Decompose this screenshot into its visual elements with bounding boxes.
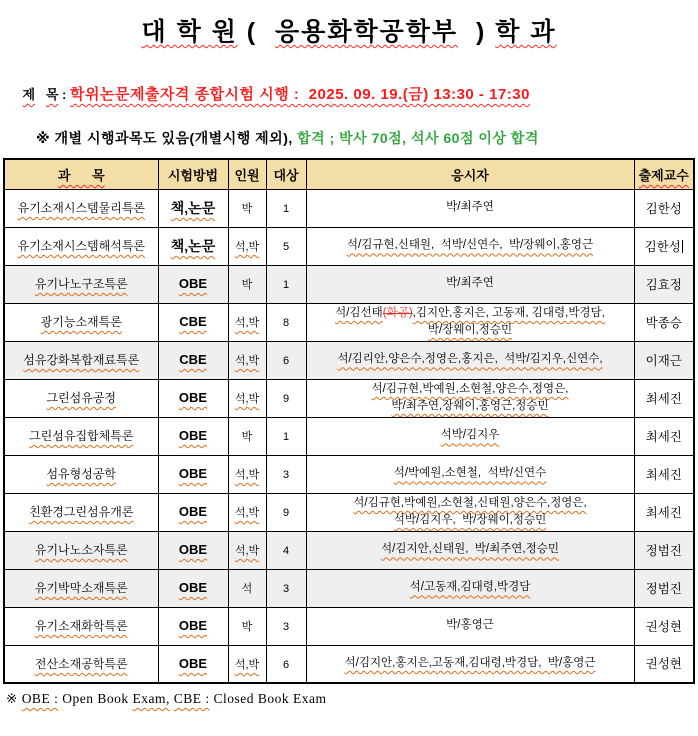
method-cell [158, 607, 228, 645]
course-cell [4, 379, 158, 417]
applicant-names: 박/홍영근 [446, 619, 494, 632]
exam-method: OBE [178, 466, 208, 481]
column-header-5 [634, 159, 694, 189]
course-name: 그린섬유공정 [46, 391, 117, 405]
target-count: 9 [282, 393, 290, 405]
target-cell [266, 379, 306, 417]
course-name: 그린섬유집합체특론 [29, 429, 134, 443]
count-cell [228, 189, 266, 227]
applicants-line [310, 305, 631, 322]
column-header-3 [266, 159, 306, 189]
table-row [4, 531, 694, 569]
column-header-label: 응시자 [451, 167, 489, 183]
method-cell [158, 569, 228, 607]
applicants-line [310, 199, 631, 216]
applicant-names: 석/김지안,홍지은,고동재,김대령,박경담, 박/홍영근 [344, 657, 596, 670]
applicants-line [310, 381, 631, 398]
target-cell [266, 607, 306, 645]
method-cell [158, 531, 228, 569]
table-row [4, 265, 694, 303]
applicants-line [310, 275, 631, 292]
applicants-line [310, 541, 631, 558]
exam-method: OBE [178, 580, 208, 595]
applicants-cell [306, 455, 634, 493]
applicant-names: 석/김규현,신태원, 석박/신연수, 박/장웨이,홍영근 [346, 239, 594, 252]
applicants-cell [306, 189, 634, 227]
professor-cell [634, 303, 694, 341]
exam-table [3, 158, 695, 684]
professor-cell [634, 493, 694, 531]
subject-label [22, 87, 70, 102]
degree-level: 석,박 [234, 241, 260, 253]
count-cell [228, 607, 266, 645]
applicants-line [310, 495, 631, 512]
applicants-cell [306, 607, 634, 645]
count-cell [228, 531, 266, 569]
course-name: 친환경그린섬유개론 [29, 505, 134, 519]
target-count: 3 [282, 583, 290, 595]
applicants-cell [306, 417, 634, 455]
applicants-cell [306, 265, 634, 303]
applicant-names: 석/김지안,신태원, 박/최주연,정승민 [381, 543, 559, 556]
target-cell [266, 265, 306, 303]
exam-method: OBE [178, 276, 208, 291]
text-segment: OBE : [21, 691, 59, 706]
count-cell [228, 227, 266, 265]
course-name: 전산소재공학특론 [34, 656, 128, 671]
applicants-line [310, 465, 631, 482]
course-cell [4, 493, 158, 531]
text-segment: Exam, [132, 691, 170, 706]
note-line [36, 128, 698, 148]
text-cursor [682, 240, 683, 253]
table-row [4, 227, 694, 265]
degree-level: 석,박 [234, 355, 260, 367]
method-cell [158, 303, 228, 341]
applicant-names: 석/김규현,박예원,소현철,신태원,양은수,정영은, [353, 496, 587, 509]
exam-method: OBE [178, 655, 208, 671]
applicants-line [310, 237, 631, 254]
professor-name: 최세진 [645, 391, 682, 406]
applicant-names: 석박/김지우 [440, 429, 500, 442]
applicant-names: 석박/김지우, 박/장웨이,정승민 [393, 514, 547, 526]
professor-name: 이재근 [645, 353, 682, 368]
text-segment [35, 87, 46, 102]
column-header-label: 시험방법 [167, 167, 219, 183]
text-segment: : [58, 87, 70, 102]
degree-level: 박 [241, 621, 253, 633]
exam-table-body [4, 189, 694, 683]
text-segment: ( [237, 18, 276, 46]
applicant-names: 박/최주연,장웨이,홍영근,정승민 [391, 400, 549, 412]
dept-tag-struck: (화공) [382, 306, 413, 319]
exam-method: CBE [179, 352, 207, 367]
exam-method: OBE [178, 504, 208, 519]
target-count: 1 [282, 279, 290, 291]
applicants-cell [306, 531, 634, 569]
text-segment: 대 학 원 [141, 18, 238, 46]
degree-level: 석 [241, 583, 253, 595]
method-cell [158, 417, 228, 455]
applicant-names: 석/김리안,양은수,정영은,홍지은, 석박/김지우,신연수, [337, 353, 603, 366]
course-cell [4, 227, 158, 265]
applicants-cell [306, 493, 634, 531]
applicants-cell [306, 569, 634, 607]
exam-table-header [4, 159, 694, 189]
course-name: 섬유형성공학 [46, 467, 117, 481]
target-cell [266, 645, 306, 683]
professor-cell [634, 227, 694, 265]
exam-method: OBE [178, 390, 208, 405]
applicant-names: 석/박예원,소현철, 석박/신연수 [393, 467, 547, 480]
professor-name: 권성현 [645, 657, 682, 672]
text-segment: CBE : [173, 691, 210, 706]
method-cell [158, 455, 228, 493]
count-cell [228, 645, 266, 683]
course-cell [4, 607, 158, 645]
text-segment: ※ [6, 691, 22, 706]
course-cell [4, 645, 158, 683]
exam-method: 책,논문 [170, 200, 216, 216]
professor-cell [634, 417, 694, 455]
professor-name: 최세진 [645, 429, 682, 444]
target-count: 3 [282, 469, 290, 481]
subject-text: 학위논문제출자격 종합시험 시행 : 2025. 09. 19.(금) 13:30 - 17:30 [69, 86, 530, 103]
table-row [4, 645, 694, 683]
applicant-names: 박/장웨이,정승민 [427, 324, 513, 336]
text-segment: Open Book [58, 691, 133, 706]
professor-name: 정범진 [645, 543, 682, 558]
target-count: 1 [282, 431, 290, 443]
course-cell [4, 531, 158, 569]
target-count: 9 [282, 507, 290, 519]
professor-name: 김한성 [644, 239, 681, 254]
table-row [4, 417, 694, 455]
table-row [4, 303, 694, 341]
applicants-line [310, 655, 631, 672]
applicants-cell [306, 341, 634, 379]
text-segment: 목 [45, 87, 59, 102]
applicant-names: 박/최주연 [446, 201, 494, 214]
table-row [4, 379, 694, 417]
course-cell [4, 417, 158, 455]
applicants-cell [306, 303, 634, 341]
degree-level: 박 [241, 431, 253, 443]
column-header-4 [306, 159, 634, 189]
exam-method: OBE [178, 542, 208, 557]
course-cell [4, 569, 158, 607]
column-header-label: 인원 [234, 167, 260, 183]
target-count: 8 [282, 317, 290, 329]
course-cell [4, 303, 158, 341]
method-cell [158, 493, 228, 531]
table-row [4, 607, 694, 645]
page-title [0, 12, 698, 48]
target-count: 3 [282, 621, 290, 633]
count-cell [228, 303, 266, 341]
professor-name: 최세진 [645, 505, 682, 520]
count-cell [228, 379, 266, 417]
footnote [6, 691, 698, 707]
course-name: 유기소재화학특론 [34, 619, 128, 633]
professor-cell [634, 379, 694, 417]
course-name: 유기소재시스템물리특론 [17, 201, 145, 215]
professor-cell [634, 645, 694, 683]
target-cell [266, 417, 306, 455]
course-name: 유기나노구조특론 [34, 277, 128, 291]
text-segment: 응용화학공학부 [275, 18, 459, 46]
table-row [4, 493, 694, 531]
applicant-names: 석/김규현,박예원,소현철,양은수,정영은, [371, 382, 569, 395]
subject-line [8, 68, 698, 119]
professor-name: 권성현 [645, 619, 682, 634]
professor-cell [634, 531, 694, 569]
text-segment: Closed Book Exam [209, 691, 327, 706]
note-black-text: ※ 개별 시행과목도 있음(개별시행 제외), [36, 130, 298, 146]
count-cell [228, 569, 266, 607]
target-cell [266, 569, 306, 607]
applicants-line [310, 512, 631, 529]
exam-method: CBE [179, 314, 207, 329]
applicants-line [310, 351, 631, 368]
table-row [4, 455, 694, 493]
degree-level: 석,박 [234, 507, 260, 519]
applicants-line [310, 579, 631, 596]
degree-level: 석,박 [234, 393, 260, 405]
column-header-label: 과 목 [57, 167, 105, 183]
professor-cell [634, 569, 694, 607]
target-cell [266, 531, 306, 569]
target-cell [266, 227, 306, 265]
applicant-names: 석/고동재,김대령,박경담 [409, 581, 531, 594]
applicants-cell [306, 227, 634, 265]
target-count: 6 [282, 355, 290, 367]
target-cell [266, 493, 306, 531]
degree-level: 석,박 [234, 317, 260, 329]
applicants-cell [306, 645, 634, 683]
exam-method: OBE [178, 618, 208, 633]
degree-level: 석,박 [234, 658, 260, 671]
method-cell [158, 189, 228, 227]
professor-name: 김효정 [645, 277, 682, 292]
course-name: 광기능소재특론 [40, 315, 122, 329]
column-header-0 [4, 159, 158, 189]
count-cell [228, 455, 266, 493]
text-segment: 학 과 [495, 18, 557, 46]
professor-name: 최세진 [645, 467, 682, 482]
method-cell [158, 341, 228, 379]
table-row [4, 189, 694, 227]
course-cell [4, 189, 158, 227]
text-segment: 제 [22, 87, 36, 102]
note-green-text: 합격 ; 박사 70점, 석사 60점 이상 합격 [297, 130, 539, 146]
professor-cell [634, 607, 694, 645]
count-cell [228, 265, 266, 303]
column-header-2 [228, 159, 266, 189]
target-cell [266, 189, 306, 227]
method-cell [158, 227, 228, 265]
course-cell [4, 341, 158, 379]
target-count: 1 [282, 203, 290, 215]
applicants-line [310, 398, 631, 415]
applicants-cell [306, 379, 634, 417]
course-name: 유기나노소자특론 [34, 543, 128, 557]
course-cell [4, 265, 158, 303]
applicants-line [310, 322, 631, 339]
professor-name: 정범진 [645, 581, 682, 596]
degree-level: 석,박 [234, 545, 260, 557]
course-cell [4, 455, 158, 493]
professor-name: 김한성 [645, 201, 682, 216]
text-segment: ) [458, 18, 496, 46]
professor-name: 박종승 [645, 315, 682, 330]
target-count: 5 [282, 241, 290, 253]
applicants-line [310, 617, 631, 634]
column-header-1 [158, 159, 228, 189]
exam-method: 책,논문 [170, 238, 216, 254]
target-count: 4 [282, 545, 290, 557]
course-name: 유기소재시스템해석특론 [17, 239, 145, 253]
applicants-line [310, 427, 631, 444]
method-cell [158, 645, 228, 683]
column-header-label: 대상 [273, 167, 299, 183]
target-cell [266, 341, 306, 379]
course-name: 섬유강화복합재료특론 [23, 353, 140, 367]
target-cell [266, 303, 306, 341]
method-cell [158, 379, 228, 417]
professor-cell [634, 341, 694, 379]
count-cell [228, 341, 266, 379]
table-row [4, 341, 694, 379]
header-row [4, 159, 694, 189]
document-page [0, 12, 698, 707]
professor-cell [634, 265, 694, 303]
degree-level: 박 [241, 203, 253, 215]
target-cell [266, 455, 306, 493]
column-header-label: 출제교수 [638, 167, 689, 183]
degree-level: 석,박 [234, 469, 260, 481]
method-cell [158, 265, 228, 303]
applicant-names: ,김지안,홍지은, 고동재, 김대령,박경담, [412, 306, 605, 319]
course-name: 유기박막소재특론 [34, 581, 128, 595]
table-row [4, 569, 694, 607]
exam-method: OBE [178, 428, 208, 443]
applicant-names: 박/최주연 [446, 277, 494, 290]
count-cell [228, 417, 266, 455]
applicant-names: 석/김선태 [335, 306, 383, 319]
professor-cell [634, 189, 694, 227]
professor-cell [634, 455, 694, 493]
count-cell [228, 493, 266, 531]
degree-level: 박 [241, 279, 253, 291]
target-count: 6 [282, 658, 290, 671]
